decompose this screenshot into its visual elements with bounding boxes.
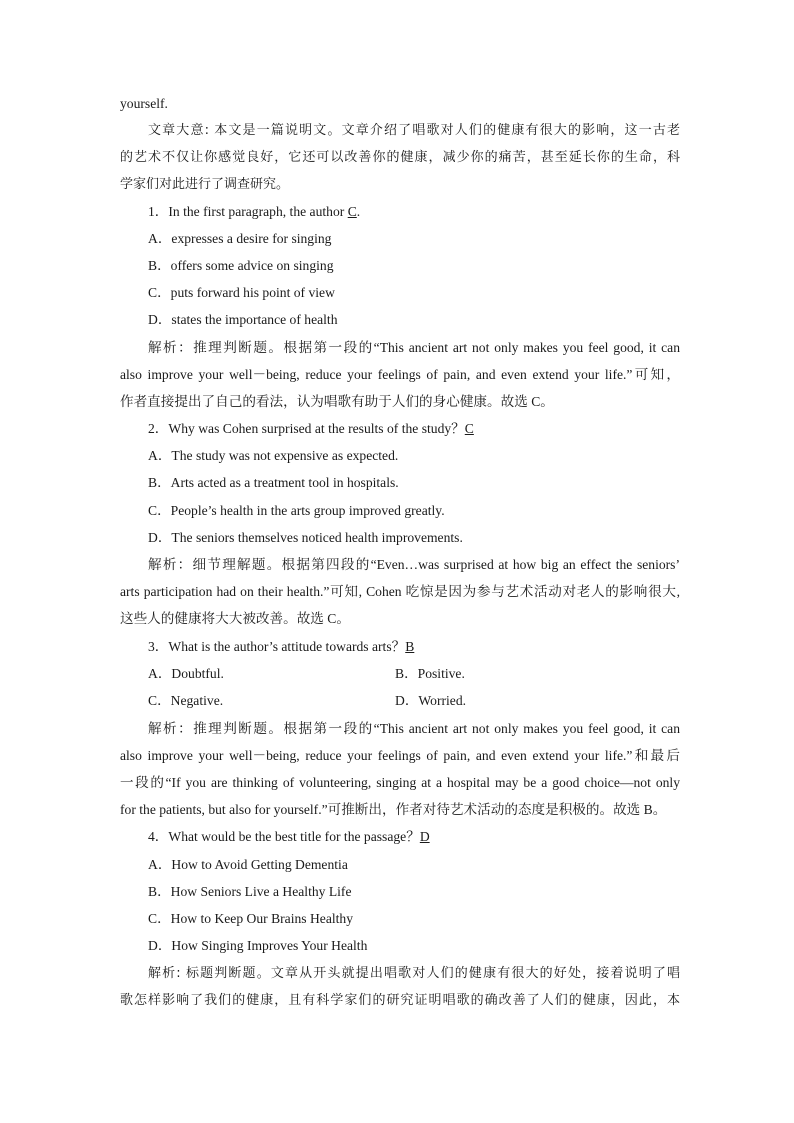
question-stem: 3．What is the author’s attitude towards arts？ — [148, 639, 406, 654]
answer-mark: C — [464, 421, 474, 436]
question-stem-end: . — [356, 204, 361, 219]
option-b: B．Positive. — [395, 666, 465, 681]
analysis-line: 作者直接提出了自己的看法，认为唱歌有助于人们的身心健康。故选 C。 — [120, 394, 554, 409]
answer-mark: C — [347, 204, 357, 219]
question-stem: 2．Why was Cohen surprised at the results of the study？ — [148, 421, 465, 436]
analysis-line: arts participation had on their health.”可知, Cohen 吃惊是因为参与艺术活动对老人的影响很大, — [120, 584, 680, 599]
option-a: A．The study was not expensive as expected. — [148, 448, 399, 463]
option-b: B．How Seniors Live a Healthy Life — [148, 884, 352, 899]
summary-line: 学家们对此进行了调查研究。 — [120, 177, 290, 192]
option-d: D．How Singing Improves Your Health — [148, 938, 368, 953]
option-d: D．The seniors themselves noticed health improvements. — [148, 530, 463, 545]
option-a: A．Doubtful. — [148, 666, 224, 681]
option-d: D．Worried. — [395, 693, 467, 708]
option-c: C．How to Keep Our Brains Healthy — [148, 911, 354, 926]
question-stem: 4．What would be the best title for the passage？ — [148, 829, 420, 844]
analysis-line: 歌怎样影响了我们的健康，且有科学家们的研究证明唱歌的确改善了人们的健康，因此，本 — [120, 993, 680, 1008]
option-c: C．People’s health in the arts group improved greatly. — [148, 503, 445, 518]
option-b: B．Arts acted as a treatment tool in hospitals. — [148, 475, 399, 490]
analysis-line: 解析：推理判断题。根据第一段的“This ancient art not only makes you feel good, it can — [148, 721, 680, 736]
option-d: D．states the importance of health — [148, 312, 338, 327]
option-c: C．puts forward his point of view — [148, 285, 335, 300]
summary-line: 的艺术不仅让你感觉良好，它还可以改善你的健康，减少你的痛苦，甚至延长你的生命，科 — [120, 150, 680, 165]
analysis-line: also improve your well－being, reduce your feelings of pain, and even extend your life.”可知， — [120, 367, 680, 382]
answer-mark: B — [405, 639, 415, 654]
passage-tail: yourself. — [120, 96, 168, 111]
question-1 — [148, 202, 708, 222]
option-b: B．offers some advice on singing — [148, 258, 334, 273]
analysis-line: also improve your well－being, reduce your feelings of pain, and even extend your life.”和最后 — [120, 748, 680, 763]
option-a: A．expresses a desire for singing — [148, 231, 332, 246]
analysis-line: for the patients, but also for yourself.”可推断出，作者对待艺术活动的态度是积极的。故选 B。 — [120, 802, 667, 817]
analysis-line: 解析：推理判断题。根据第一段的“This ancient art not only makes you feel good, it can — [148, 340, 680, 355]
summary-line: 文章大意: 本文是一篇说明文。文章介绍了唱歌对人们的健康有很大的影响，这一古老 — [148, 123, 680, 138]
question-4 — [148, 827, 708, 847]
question-2 — [148, 419, 708, 439]
question-stem: 1．In the first paragraph, the author — [148, 204, 345, 219]
analysis-line: 一段的“If you are thinking of volunteering, singing at a hospital may be a good choice—not only — [120, 775, 680, 790]
answer-mark: D — [419, 829, 430, 844]
analysis-line: 解析：细节理解题。根据第四段的“Even…was surprised at how big an effect the seniors’ — [148, 557, 680, 572]
question-3 — [148, 637, 708, 657]
option-a: A．How to Avoid Getting Dementia — [148, 857, 348, 872]
analysis-line: 解析: 标题判断题。文章从开头就提出唱歌对人们的健康有很大的好处，接着说明了唱 — [148, 966, 680, 981]
option-c: C．Negative. — [148, 693, 224, 708]
analysis-line: 这些人的健康将大大被改善。故选 C。 — [120, 611, 350, 626]
